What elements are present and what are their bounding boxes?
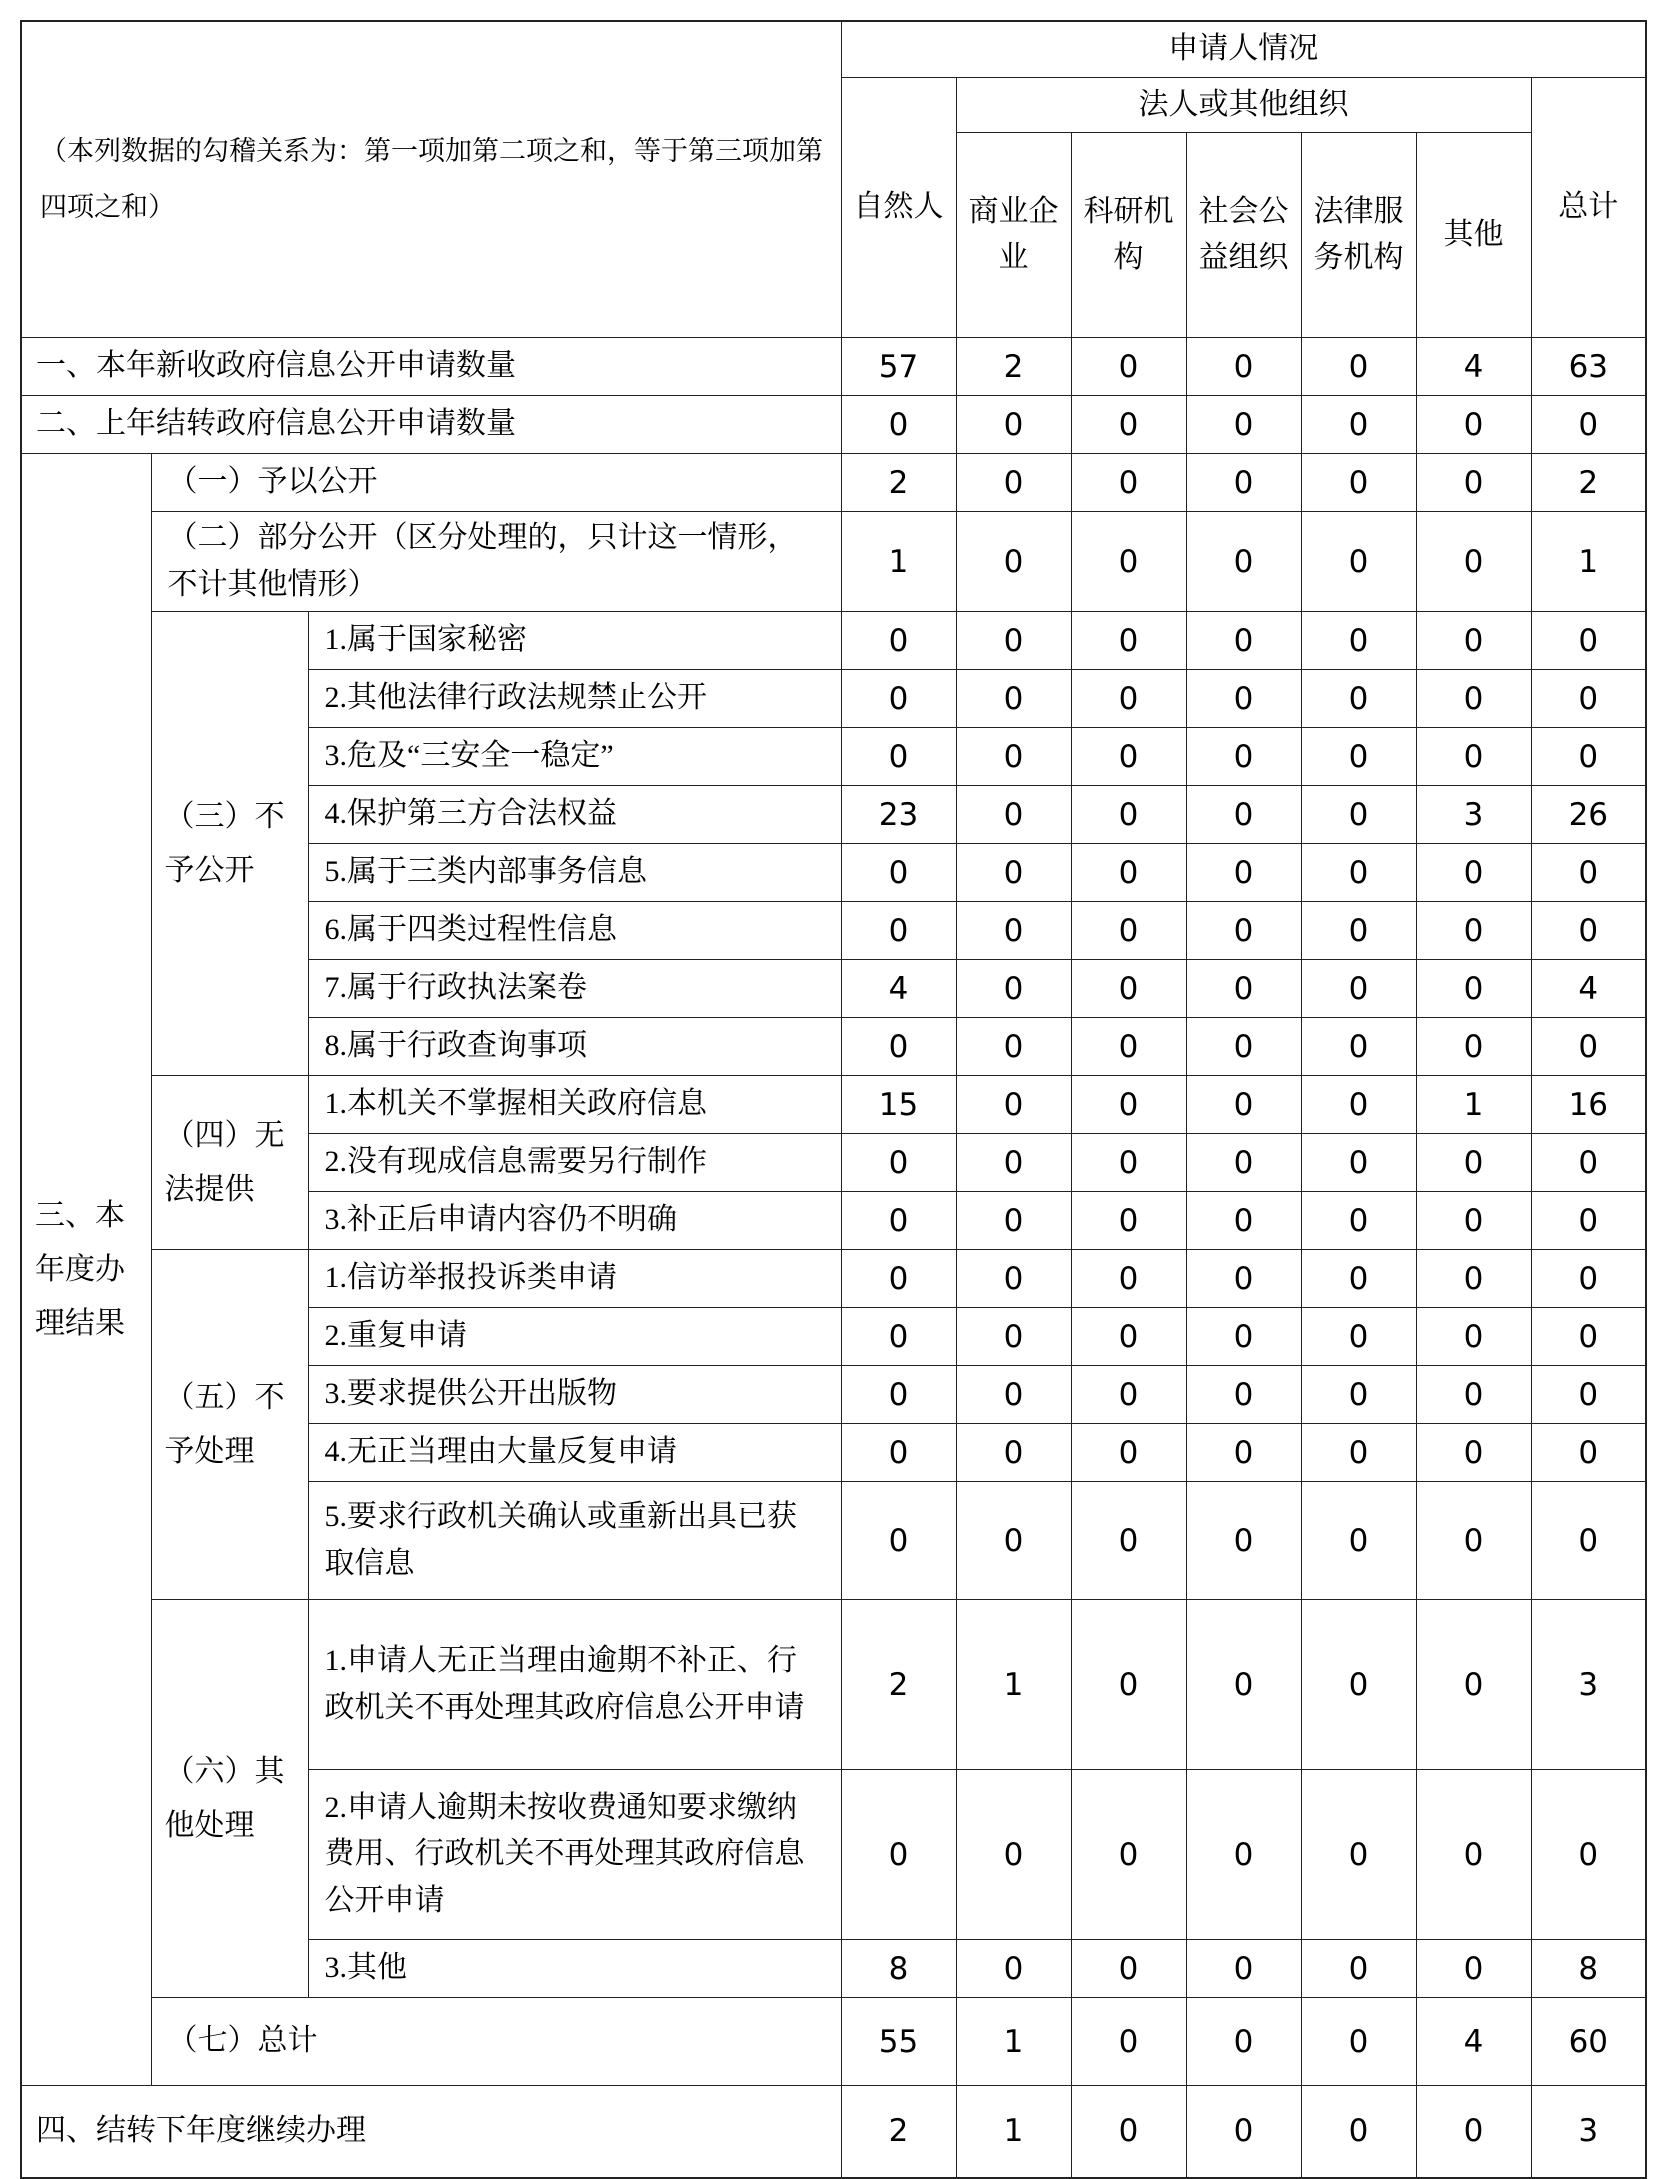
value-cell: 0 (1071, 1134, 1186, 1192)
value-cell: 0 (1531, 1134, 1646, 1192)
value-cell: 0 (1071, 1482, 1186, 1600)
table-row (21, 454, 1646, 512)
table-row (21, 396, 1646, 454)
value-cell: 0 (1531, 670, 1646, 728)
value-cell: 0 (1531, 1770, 1646, 1940)
value-cell: 0 (1416, 2086, 1531, 2178)
row-label: 一、本年新收政府信息公开申请数量 (21, 338, 841, 396)
value-cell: 1 (956, 1998, 1071, 2086)
value-cell: 0 (1186, 396, 1301, 454)
value-cell: 0 (1301, 1134, 1416, 1192)
row-label: 3.危及“三安全一稳定” (308, 728, 841, 786)
value-cell: 0 (956, 844, 1071, 902)
value-cell: 0 (1186, 1250, 1301, 1308)
row-label: （七）总计 (151, 1998, 841, 2086)
value-cell: 8 (1531, 1940, 1646, 1998)
value-cell: 4 (841, 960, 956, 1018)
value-cell: 0 (1186, 1600, 1301, 1770)
value-cell: 0 (841, 670, 956, 728)
value-cell: 0 (1416, 1482, 1531, 1600)
value-cell: 0 (841, 1424, 956, 1482)
value-cell: 0 (956, 512, 1071, 612)
header-social-welfare-org: 社会公益组织 (1186, 133, 1301, 338)
value-cell: 0 (1071, 728, 1186, 786)
header-other: 其他 (1416, 133, 1531, 338)
table-row (21, 1600, 1646, 1770)
header-natural-person: 自然人 (841, 77, 956, 338)
value-cell: 1 (841, 512, 956, 612)
value-cell: 0 (1416, 1424, 1531, 1482)
value-cell: 0 (1301, 1250, 1416, 1308)
value-cell: 0 (1186, 1308, 1301, 1366)
value-cell: 0 (1071, 512, 1186, 612)
value-cell: 3 (1416, 786, 1531, 844)
value-cell: 2 (1531, 454, 1646, 512)
table-row (21, 1250, 1646, 1308)
value-cell: 0 (1531, 1424, 1646, 1482)
value-cell: 55 (841, 1998, 956, 2086)
header-legal-service-org: 法律服务机构 (1301, 133, 1416, 338)
value-cell: 0 (1186, 2086, 1301, 2178)
value-cell: 0 (1301, 728, 1416, 786)
table-row (21, 1998, 1646, 2086)
value-cell: 0 (1301, 1076, 1416, 1134)
value-cell: 0 (1416, 1250, 1531, 1308)
value-cell: 0 (1186, 1192, 1301, 1250)
value-cell: 0 (1071, 670, 1186, 728)
value-cell: 0 (841, 1308, 956, 1366)
header-row-1 (21, 21, 1646, 77)
row-label: 2.申请人逾期未按收费通知要求缴纳费用、行政机关不再处理其政府信息公开申请 (308, 1770, 841, 1940)
value-cell: 0 (956, 1308, 1071, 1366)
applicant-statistics-table (20, 20, 1647, 2179)
value-cell: 0 (956, 1018, 1071, 1076)
value-cell: 0 (1531, 728, 1646, 786)
row-label: （三）不予公开 (151, 612, 308, 1076)
value-cell: 0 (1301, 786, 1416, 844)
value-cell: 0 (1071, 960, 1186, 1018)
value-cell: 0 (1531, 612, 1646, 670)
value-cell: 0 (1531, 1366, 1646, 1424)
value-cell: 0 (956, 1366, 1071, 1424)
value-cell: 0 (956, 786, 1071, 844)
value-cell: 0 (1416, 728, 1531, 786)
value-cell: 0 (1301, 1940, 1416, 1998)
value-cell: 0 (1186, 338, 1301, 396)
value-cell: 0 (1531, 844, 1646, 902)
value-cell: 0 (1301, 2086, 1416, 2178)
value-cell: 0 (956, 454, 1071, 512)
note-cell: （本列数据的勾稽关系为：第一项加第二项之和，等于第三项加第四项之和） (21, 21, 841, 338)
value-cell: 0 (1416, 902, 1531, 960)
value-cell: 0 (1071, 396, 1186, 454)
value-cell: 0 (1186, 902, 1301, 960)
row-label: （六）其他处理 (151, 1600, 308, 1998)
row-label: 3.补正后申请内容仍不明确 (308, 1192, 841, 1250)
value-cell: 0 (1071, 1076, 1186, 1134)
value-cell: 0 (1186, 1134, 1301, 1192)
row-label: 7.属于行政执法案卷 (308, 960, 841, 1018)
value-cell: 0 (1301, 1600, 1416, 1770)
value-cell: 0 (841, 844, 956, 902)
value-cell: 0 (841, 1134, 956, 1192)
value-cell: 4 (1531, 960, 1646, 1018)
value-cell: 0 (1416, 396, 1531, 454)
row-label: 三、本年度办理结果 (21, 454, 151, 2086)
table-row (21, 612, 1646, 670)
value-cell: 0 (1186, 1998, 1301, 2086)
header-total: 总计 (1531, 77, 1646, 338)
value-cell: 8 (841, 1940, 956, 1998)
value-cell: 0 (1071, 1018, 1186, 1076)
table-body (21, 338, 1646, 2178)
row-label: 1.本机关不掌握相关政府信息 (308, 1076, 841, 1134)
value-cell: 0 (1186, 728, 1301, 786)
value-cell: 0 (1416, 670, 1531, 728)
value-cell: 0 (1301, 612, 1416, 670)
value-cell: 0 (1071, 1250, 1186, 1308)
value-cell: 1 (956, 1600, 1071, 1770)
value-cell: 0 (841, 1250, 956, 1308)
value-cell: 0 (956, 1940, 1071, 1998)
row-label: 3.要求提供公开出版物 (308, 1366, 841, 1424)
value-cell: 0 (1071, 844, 1186, 902)
value-cell: 0 (956, 396, 1071, 454)
value-cell: 0 (1416, 454, 1531, 512)
value-cell: 0 (1416, 612, 1531, 670)
row-label: （五）不予处理 (151, 1250, 308, 1600)
header-applicant-status: 申请人情况 (841, 21, 1646, 77)
value-cell: 0 (1301, 1018, 1416, 1076)
value-cell: 0 (1186, 1940, 1301, 1998)
value-cell: 0 (841, 612, 956, 670)
value-cell: 0 (1186, 844, 1301, 902)
table-row (21, 512, 1646, 612)
value-cell: 3 (1531, 1600, 1646, 1770)
header-legal-or-other-org: 法人或其他组织 (956, 77, 1531, 133)
row-label: 5.要求行政机关确认或重新出具已获取信息 (308, 1482, 841, 1600)
value-cell: 0 (1301, 670, 1416, 728)
value-cell: 0 (1071, 1600, 1186, 1770)
value-cell: 4 (1416, 338, 1531, 396)
row-label: 2.重复申请 (308, 1308, 841, 1366)
value-cell: 0 (956, 1424, 1071, 1482)
value-cell: 0 (1071, 1940, 1186, 1998)
value-cell: 0 (1186, 612, 1301, 670)
value-cell: 0 (1416, 1308, 1531, 1366)
value-cell: 23 (841, 786, 956, 844)
value-cell: 60 (1531, 1998, 1646, 2086)
value-cell: 0 (1531, 396, 1646, 454)
row-label: （四）无法提供 (151, 1076, 308, 1250)
value-cell: 0 (1071, 2086, 1186, 2178)
value-cell: 0 (956, 1482, 1071, 1600)
row-label: 5.属于三类内部事务信息 (308, 844, 841, 902)
value-cell: 0 (841, 1192, 956, 1250)
row-label: （一）予以公开 (151, 454, 841, 512)
value-cell: 0 (956, 728, 1071, 786)
value-cell: 0 (1301, 1192, 1416, 1250)
value-cell: 0 (1071, 1424, 1186, 1482)
value-cell: 0 (841, 1018, 956, 1076)
value-cell: 0 (956, 1134, 1071, 1192)
value-cell: 0 (841, 1770, 956, 1940)
value-cell: 0 (1071, 454, 1186, 512)
value-cell: 15 (841, 1076, 956, 1134)
value-cell: 16 (1531, 1076, 1646, 1134)
value-cell: 0 (956, 1076, 1071, 1134)
table-row (21, 1076, 1646, 1134)
value-cell: 0 (1071, 338, 1186, 396)
value-cell: 0 (1186, 960, 1301, 1018)
value-cell: 2 (956, 338, 1071, 396)
row-label: 二、上年结转政府信息公开申请数量 (21, 396, 841, 454)
value-cell: 2 (841, 1600, 956, 1770)
value-cell: 0 (1531, 1192, 1646, 1250)
table-header (21, 21, 1646, 338)
value-cell: 0 (1531, 1308, 1646, 1366)
value-cell: 63 (1531, 338, 1646, 396)
value-cell: 0 (956, 960, 1071, 1018)
value-cell: 0 (841, 902, 956, 960)
value-cell: 0 (1531, 1018, 1646, 1076)
value-cell: 0 (841, 1482, 956, 1600)
value-cell: 0 (841, 1366, 956, 1424)
value-cell: 0 (1416, 1940, 1531, 1998)
value-cell: 0 (1301, 454, 1416, 512)
row-label: （二）部分公开（区分处理的，只计这一情形，不计其他情形） (151, 512, 841, 612)
value-cell: 1 (1531, 512, 1646, 612)
row-label: 8.属于行政查询事项 (308, 1018, 841, 1076)
value-cell: 0 (1416, 960, 1531, 1018)
value-cell: 0 (1416, 1134, 1531, 1192)
row-label: 4.保护第三方合法权益 (308, 786, 841, 844)
value-cell: 57 (841, 338, 956, 396)
value-cell: 0 (1301, 1770, 1416, 1940)
value-cell: 0 (1301, 396, 1416, 454)
value-cell: 0 (1301, 1366, 1416, 1424)
value-cell: 0 (1071, 612, 1186, 670)
value-cell: 0 (1071, 1366, 1186, 1424)
value-cell: 0 (1186, 1366, 1301, 1424)
value-cell: 0 (1301, 1308, 1416, 1366)
value-cell: 0 (1071, 1998, 1186, 2086)
value-cell: 0 (1186, 1076, 1301, 1134)
value-cell: 0 (1071, 1308, 1186, 1366)
value-cell: 0 (1301, 1998, 1416, 2086)
value-cell: 1 (956, 2086, 1071, 2178)
value-cell: 0 (1301, 512, 1416, 612)
value-cell: 0 (1531, 1482, 1646, 1600)
value-cell: 0 (1301, 902, 1416, 960)
value-cell: 1 (1416, 1076, 1531, 1134)
value-cell: 0 (1416, 1770, 1531, 1940)
value-cell: 26 (1531, 786, 1646, 844)
value-cell: 0 (956, 670, 1071, 728)
value-cell: 0 (1416, 512, 1531, 612)
header-commercial-enterprise: 商业企业 (956, 133, 1071, 338)
value-cell: 0 (1416, 1018, 1531, 1076)
row-label: 4.无正当理由大量反复申请 (308, 1424, 841, 1482)
value-cell: 0 (1186, 1424, 1301, 1482)
value-cell: 0 (1531, 1250, 1646, 1308)
value-cell: 0 (1416, 1600, 1531, 1770)
value-cell: 0 (841, 728, 956, 786)
value-cell: 0 (1301, 338, 1416, 396)
value-cell: 0 (841, 396, 956, 454)
value-cell: 0 (1071, 1192, 1186, 1250)
value-cell: 0 (956, 1770, 1071, 1940)
value-cell: 0 (1186, 1482, 1301, 1600)
value-cell: 2 (841, 454, 956, 512)
value-cell: 0 (956, 902, 1071, 960)
value-cell: 0 (1186, 1770, 1301, 1940)
value-cell: 0 (1071, 786, 1186, 844)
value-cell: 3 (1531, 2086, 1646, 2178)
value-cell: 2 (841, 2086, 956, 2178)
value-cell: 0 (956, 1192, 1071, 1250)
row-label: 1.申请人无正当理由逾期不补正、行政机关不再处理其政府信息公开申请 (308, 1600, 841, 1770)
value-cell: 0 (1186, 1018, 1301, 1076)
table-row (21, 338, 1646, 396)
value-cell: 0 (1071, 902, 1186, 960)
row-label: 6.属于四类过程性信息 (308, 902, 841, 960)
value-cell: 0 (1186, 454, 1301, 512)
value-cell: 0 (1416, 844, 1531, 902)
value-cell: 0 (956, 1250, 1071, 1308)
value-cell: 0 (1531, 902, 1646, 960)
value-cell: 0 (1186, 786, 1301, 844)
row-label: 2.没有现成信息需要另行制作 (308, 1134, 841, 1192)
value-cell: 0 (956, 612, 1071, 670)
value-cell: 4 (1416, 1998, 1531, 2086)
row-label: 1.属于国家秘密 (308, 612, 841, 670)
table-row (21, 2086, 1646, 2178)
value-cell: 0 (1186, 512, 1301, 612)
row-label: 四、结转下年度继续办理 (21, 2086, 841, 2178)
value-cell: 0 (1416, 1192, 1531, 1250)
value-cell: 0 (1186, 670, 1301, 728)
value-cell: 0 (1301, 1424, 1416, 1482)
header-research-institution: 科研机构 (1071, 133, 1186, 338)
value-cell: 0 (1416, 1366, 1531, 1424)
value-cell: 0 (1301, 960, 1416, 1018)
row-label: 3.其他 (308, 1940, 841, 1998)
row-label: 1.信访举报投诉类申请 (308, 1250, 841, 1308)
value-cell: 0 (1071, 1770, 1186, 1940)
value-cell: 0 (1301, 1482, 1416, 1600)
row-label: 2.其他法律行政法规禁止公开 (308, 670, 841, 728)
value-cell: 0 (1301, 844, 1416, 902)
